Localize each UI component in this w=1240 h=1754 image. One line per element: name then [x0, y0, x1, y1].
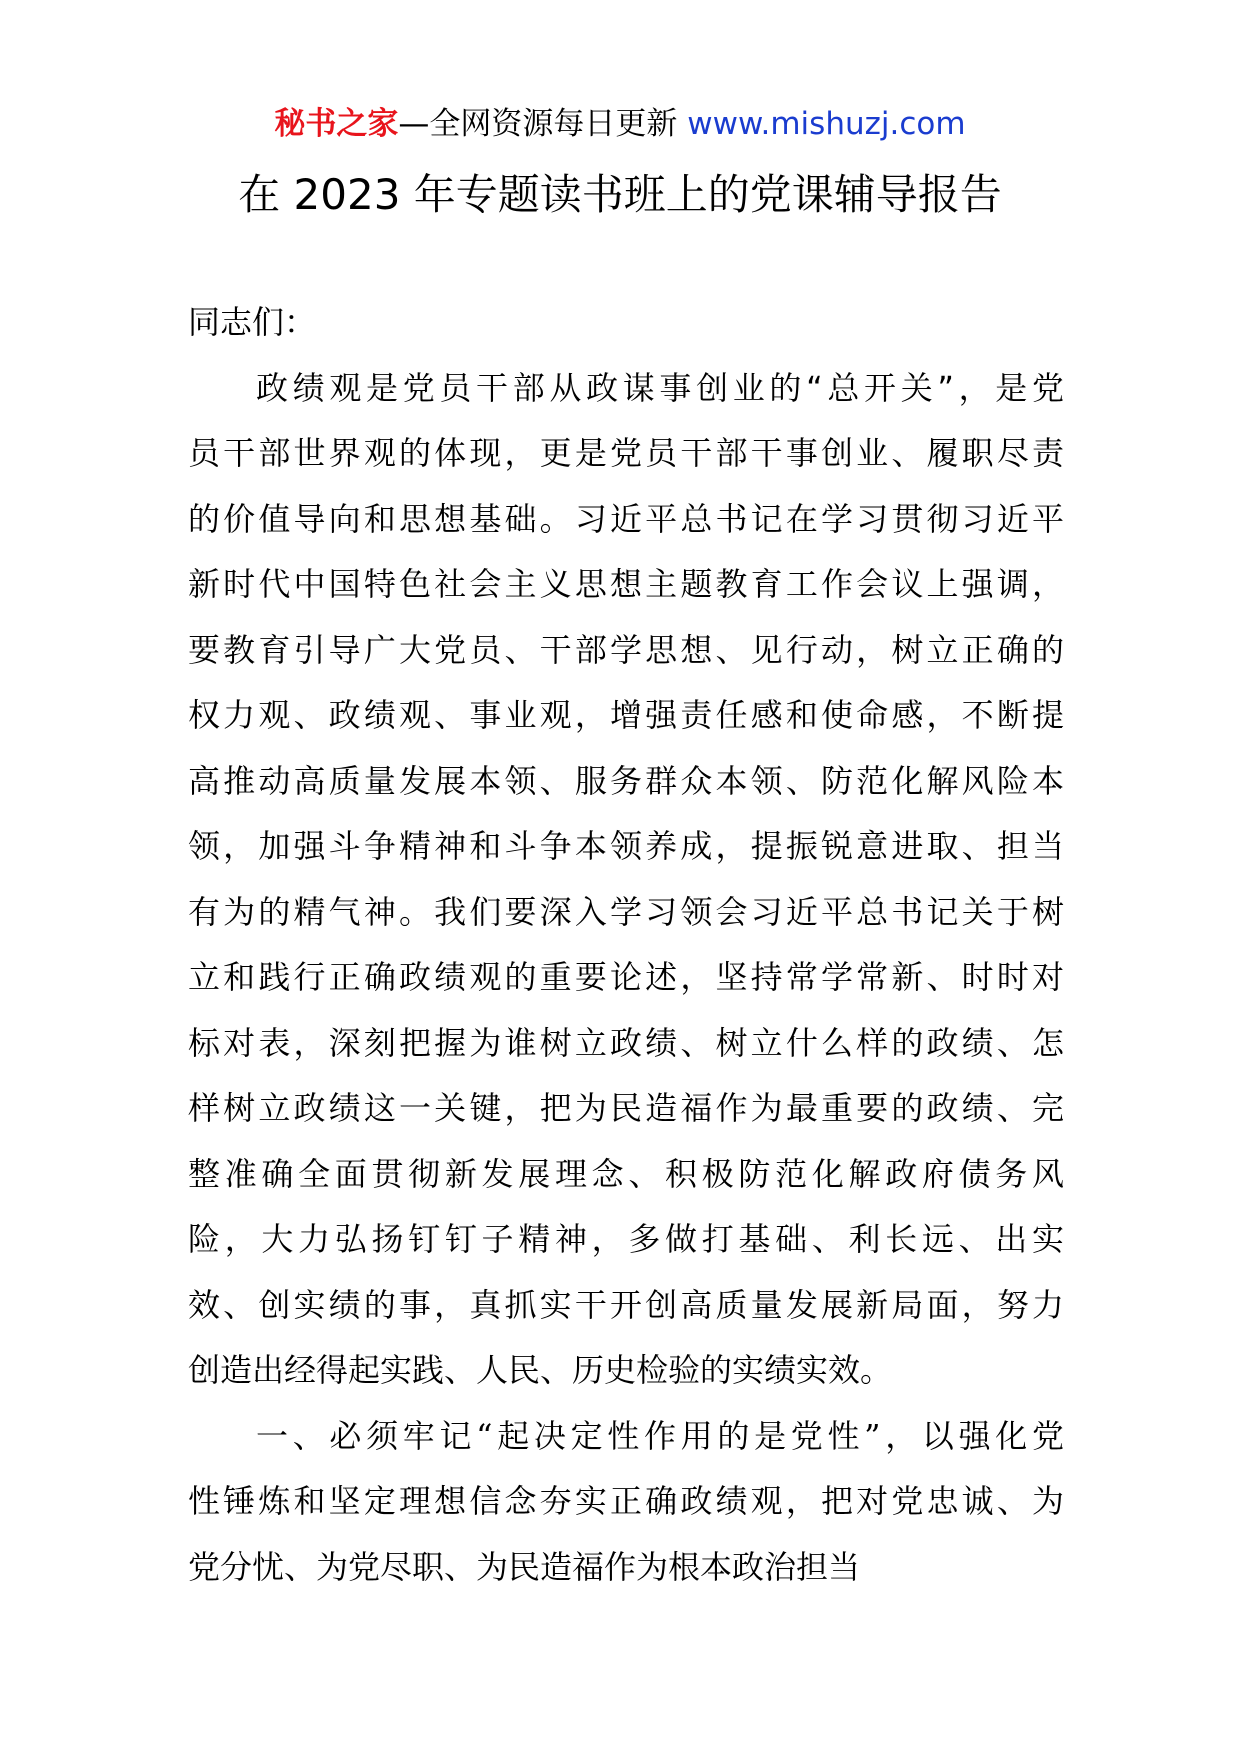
- paragraph-line: 领，加强斗争精神和斗争本领养成，提振锐意进取、担当: [188, 827, 1064, 865]
- paragraph-line: 新时代中国特色社会主义思想主题教育工作会议上强调，: [188, 565, 1064, 603]
- paragraph-line: 高推动高质量发展本领、服务群众本领、防范化解风险本: [188, 761, 1064, 800]
- paragraph-line: 政绩观是党员干部从政谋事创业的“总开关”，是党: [256, 368, 1064, 407]
- paragraph-line: 样树立政绩这一关键，把为民造福作为最重要的政绩、完: [188, 1089, 1064, 1127]
- site-tagline: —全网资源每日更新: [398, 106, 688, 142]
- paragraph-line: 立和践行正确政绩观的重要论述，坚持常学常新、时时对: [188, 958, 1064, 996]
- paragraph-line: 员干部世界观的体现，更是党员干部干事创业、履职尽责: [188, 434, 1064, 472]
- section-heading-line: 党分忧、为党尽职、为民造福作为根本政治担当: [188, 1547, 861, 1586]
- paragraph-line: 的价值导向和思想基础。习近平总书记在学习贯彻习近平: [188, 499, 1064, 538]
- paragraph-line: 标对表，深刻把握为谁树立政绩、树立什么样的政绩、怎: [188, 1023, 1064, 1062]
- paragraph-line: 要教育引导广大党员、干部学思想、见行动，树立正确的: [188, 630, 1064, 669]
- site-brand: 秘书之家: [274, 106, 399, 142]
- paragraph-line: 权力观、政绩观、事业观，增强责任感和使命感，不断提: [188, 696, 1064, 734]
- section-heading-line: 性锤炼和坚定理想信念夯实正确政绩观，把对党忠诚、为: [188, 1482, 1064, 1520]
- paragraph-line: 险，大力弘扬钉钉子精神，多做打基础、利长远、出实: [188, 1220, 1064, 1258]
- site-banner: [0, 102, 1240, 146]
- site-url[interactable]: www.mishuzj.com: [687, 106, 966, 142]
- paragraph-line: 有为的精气神。我们要深入学习领会习近平总书记关于树: [188, 892, 1064, 931]
- section-heading-line: 一、必须牢记“起决定性作用的是党性”，以强化党: [256, 1416, 1064, 1455]
- paragraph-line: 整准确全面贯彻新发展理念、积极防范化解政府债务风: [188, 1154, 1064, 1193]
- paragraph-line: 创造出经得起实践、人民、历史检验的实绩实效。: [188, 1351, 893, 1389]
- paragraph-line: 效、创实绩的事，真抓实干开创高质量发展新局面，努力: [188, 1285, 1064, 1324]
- document-title: 在 2023 年专题读书班上的党课辅导报告: [238, 170, 1002, 219]
- salutation: 同志们：: [188, 303, 317, 341]
- document-body: [188, 290, 1064, 1600]
